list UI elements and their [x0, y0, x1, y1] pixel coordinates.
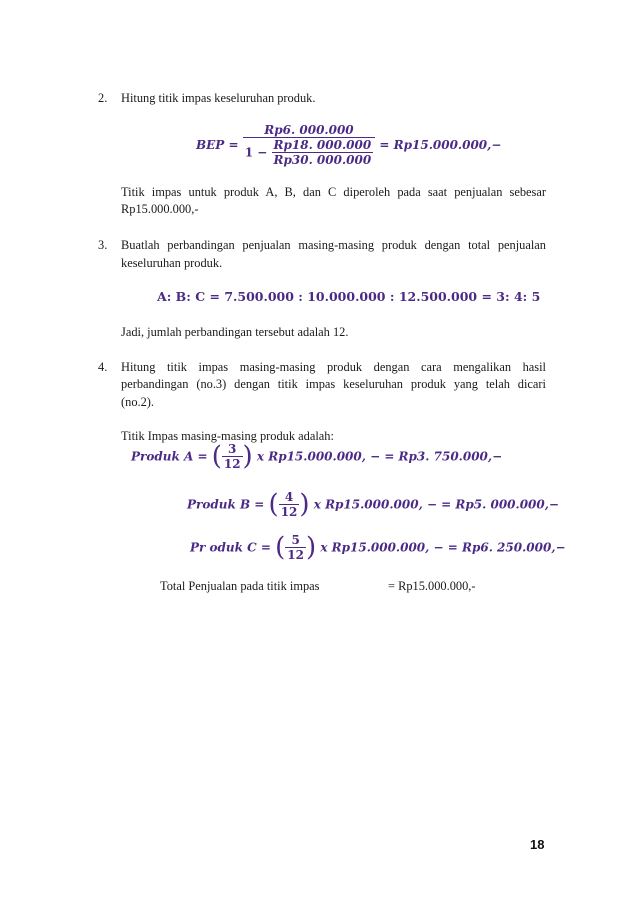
bep-fraction: [243, 123, 375, 167]
bep-one-minus: 1 −: [244, 145, 268, 160]
bep-inner-fraction: [272, 138, 374, 167]
bep-result: = Rp15.000.000,−: [379, 138, 502, 152]
right-paren-icon: ): [242, 441, 253, 472]
total-value: = Rp15.000.000,-: [388, 579, 476, 593]
bep-label: BEP =: [196, 138, 239, 152]
product-c-label: Pr oduk C =: [190, 540, 271, 555]
product-b-label: Produk B =: [187, 497, 265, 512]
product-c-formula: [190, 533, 566, 562]
bep-numerator: Rp6. 000.000: [264, 123, 354, 137]
item-3-number: 3.: [98, 238, 108, 252]
left-paren-icon: (: [275, 532, 286, 563]
bep-inner-denominator: Rp30. 000.000: [273, 153, 372, 167]
product-c-num: 5: [291, 533, 300, 547]
item-4-line3: (no.2).: [121, 395, 155, 409]
item-3-line1: Buatlah perbandingan penjualan masing-masing produk dengan total penjualan: [121, 238, 546, 252]
product-a-rest: x Rp15.000.000, − = Rp3. 750.000,−: [256, 449, 503, 464]
item-4-number: 4.: [98, 360, 108, 374]
product-a-label: Produk A =: [131, 449, 208, 464]
item-2-number: 2.: [98, 91, 108, 105]
product-b-den: 12: [280, 505, 298, 519]
product-a-den: 12: [223, 457, 241, 471]
total-label: Total Penjualan pada titik impas: [160, 579, 320, 593]
bep-denominator: [243, 137, 375, 167]
product-a-formula: [131, 442, 502, 471]
item-4-line2: perbandingan (no.3) dengan titik impas keseluruhan produk yang telah dicari: [121, 377, 546, 391]
item-2-note-line1: Titik impas untuk produk A, B, dan C diperoleh pada saat penjualan sebesar: [121, 185, 546, 199]
product-c-fraction: [285, 533, 306, 562]
product-c-den: 12: [287, 548, 304, 562]
product-b-num: 4: [284, 490, 294, 504]
product-a-num: 3: [228, 442, 237, 456]
bep-formula: [196, 123, 501, 167]
product-b-fraction: [279, 490, 300, 519]
right-paren-icon: ): [305, 532, 317, 563]
bep-inner-numerator: Rp18. 000.000: [273, 138, 372, 152]
left-paren-icon: (: [211, 441, 222, 472]
product-c-rest: x Rp15.000.000, − = Rp6. 250.000,−: [320, 540, 566, 555]
ratio-formula: A: B: C = 7.500.000 : 10.000.000 : 12.500.000 = 3: 4: 5: [157, 289, 541, 304]
right-paren-icon: ): [299, 489, 310, 520]
item-3-conclusion: Jadi, jumlah perbandingan tersebut adalah 12.: [121, 325, 349, 339]
item-3-line2: keseluruhan produk.: [121, 256, 223, 270]
product-b-formula: [187, 490, 559, 519]
item-2-text: Hitung titik impas keseluruhan produk.: [121, 91, 316, 105]
product-b-rest: x Rp15.000.000, − = Rp5. 000.000,−: [313, 497, 559, 512]
product-a-fraction: [222, 442, 243, 471]
left-paren-icon: (: [268, 489, 279, 520]
item-4-line1: Hitung titik impas masing-masing produk dengan cara mengalikan hasil: [121, 360, 546, 374]
page-number: 18: [530, 837, 545, 852]
item-4-intro: Titik Impas masing-masing produk adalah:: [121, 429, 334, 443]
item-2-note-line2: Rp15.000.000,-: [121, 202, 199, 216]
